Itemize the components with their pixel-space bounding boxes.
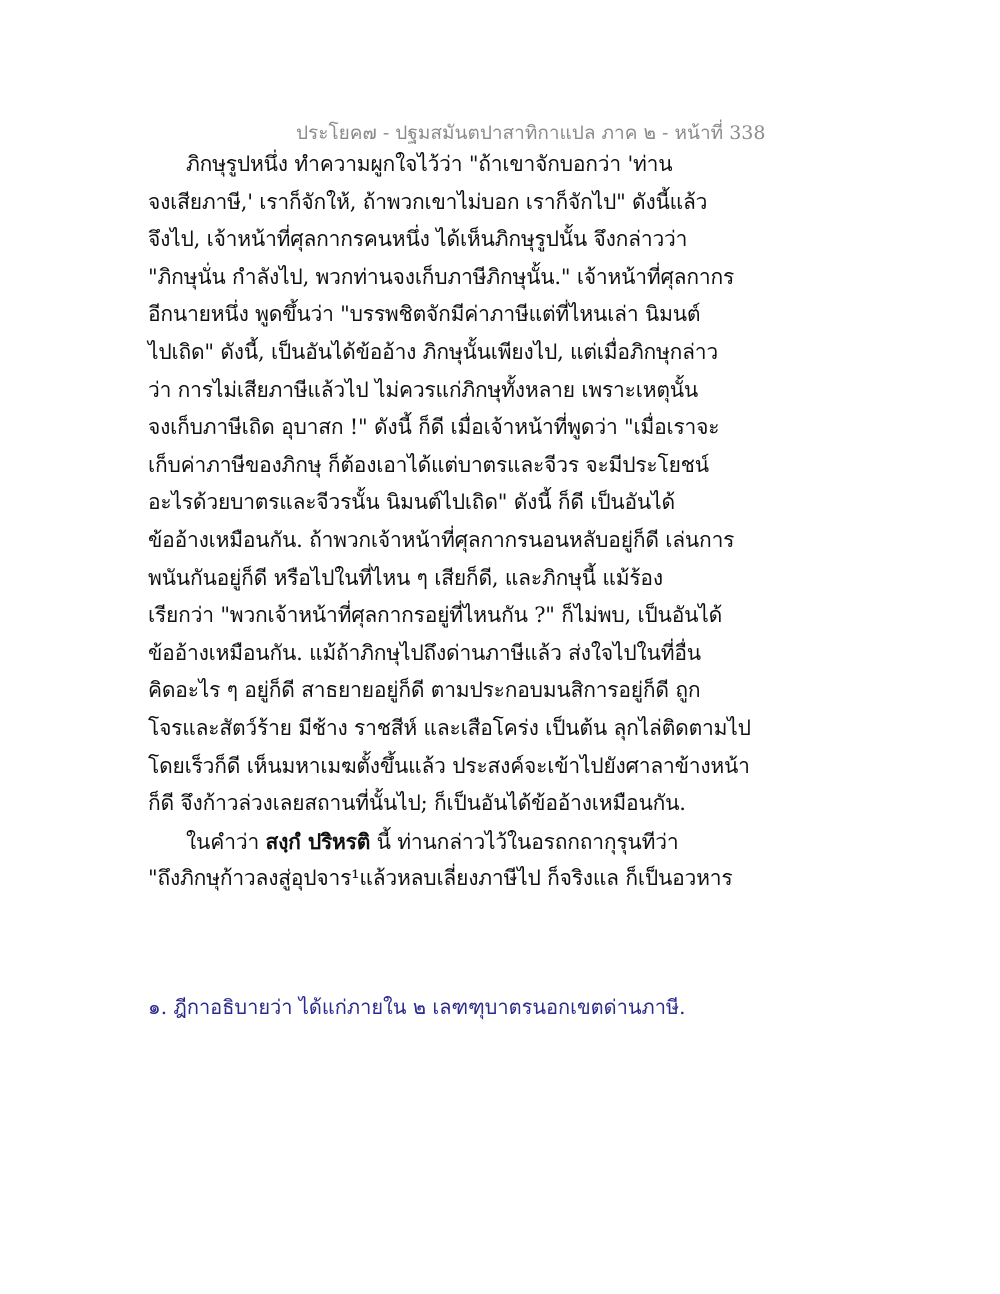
text-line: ก็ดี จึงก้าวล่วงเลยสถานที่นั้นไป; ก็เป็นอันได้ข้ออ้างเหมือนกัน. bbox=[148, 791, 686, 816]
text-line: คิดอะไร ๆ อยู่ก็ดี สาธยายอยู่ก็ดี ตามประกอบมนสิการอยู่ก็ดี ถูก bbox=[148, 678, 701, 703]
text-line bbox=[148, 823, 868, 861]
pali-term: สงฺกํ ปริหรติ bbox=[265, 828, 371, 854]
text-line: อีกนายหนึ่ง พูดขึ้นว่า "บรรพชิตจักมีค่าภาษีแต่ที่ไหนเล่า นิมนต์ bbox=[148, 302, 701, 327]
running-header: ประโยค๗ - ปฐมสมันตปาสาทิกาแปล ภาค ๒ - หน้าที่ 338 bbox=[296, 122, 766, 144]
text-line: จงเสียภาษี,' เราก็จักให้, ถ้าพวกเขาไม่บอก เราก็จักไป" ดังนี้แล้ว bbox=[148, 189, 708, 214]
footnote: ๑. ฎีกาอธิบายว่า ได้แก่ภายใน ๒ เลฑฑุบาตรนอกเขตด่านภาษี. bbox=[148, 995, 686, 1019]
text-line: ภิกษุรูปหนึ่ง ทำความผูกใจไว้ว่า "ถ้าเขาจักบอกว่า 'ท่าน bbox=[186, 152, 673, 176]
text-line: ว่า การไม่เสียภาษีแล้วไป ไม่ควรแก่ภิกษุทั้งหลาย เพราะเหตุนั้น bbox=[148, 377, 699, 402]
text-line: เรียกว่า "พวกเจ้าหน้าที่ศุลกากรอยู่ที่ไหนกัน ?" ก็ไม่พบ, เป็นอันได้ bbox=[148, 603, 723, 628]
main-text bbox=[148, 146, 868, 898]
text-line: ไปเถิด" ดังนี้, เป็นอันได้ข้ออ้าง ภิกษุนั้นเพียงไป, แต่เมื่อภิกษุกล่าว bbox=[148, 339, 718, 364]
text-line: ข้ออ้างเหมือนกัน. แม้ถ้าภิกษุไปถึงด่านภาษีแล้ว ส่งใจไปในที่อื่น bbox=[148, 640, 701, 665]
text-fragment: ในคำว่า bbox=[186, 829, 266, 854]
text-line: พนันกันอยู่ก็ดี หรือไปในที่ไหน ๆ เสียก็ดี, และภิกษุนี้ แม้ร้อง bbox=[148, 565, 663, 590]
text-line: "ภิกษุนั่น กำลังไป, พวกท่านจงเก็บภาษีภิกษุนั้น." เจ้าหน้าที่ศุลกากร bbox=[148, 264, 735, 289]
text-line: โจรและสัตว์ร้าย มีช้าง ราชสีห์ และเสือโคร่ง เป็นต้น ลุกไล่ติดตามไป bbox=[148, 715, 751, 740]
text-line: จงเก็บภาษีเถิด อุบาสก !" ดังนี้ ก็ดี เมื่อเจ้าหน้าที่พูดว่า "เมื่อเราจะ bbox=[148, 415, 720, 440]
text-line: เก็บค่าภาษีของภิกษุ ก็ต้องเอาได้แต่บาตรและจีวร จะมีประโยชน์ bbox=[148, 452, 709, 477]
text-line: "ถึงภิกษุก้าวลงสู่อุปจาร¹แล้วหลบเลี่ยงภาษีไป ก็จริงแล ก็เป็นอวหาร bbox=[148, 866, 733, 891]
text-fragment: นี้ ท่านกล่าวไว้ในอรถกถากุรุนทีว่า bbox=[370, 829, 679, 854]
text-line: อะไรด้วยบาตรและจีวรนั้น นิมนต์ไปเถิด" ดังนี้ ก็ดี เป็นอันได้ bbox=[148, 490, 675, 515]
text-line: จึงไป, เจ้าหน้าที่ศุลกากรคนหนึ่ง ได้เห็นภิกษุรูปนั้น จึงกล่าวว่า bbox=[148, 227, 688, 252]
text-line: โดยเร็วก็ดี เห็นมหาเมฆตั้งขึ้นแล้ว ประสงค์จะเข้าไปยังศาลาข้างหน้า bbox=[148, 753, 750, 778]
text-line: ข้ออ้างเหมือนกัน. ถ้าพวกเจ้าหน้าที่ศุลกากรนอนหลับอยู่ก็ดี เล่นการ bbox=[148, 527, 735, 552]
